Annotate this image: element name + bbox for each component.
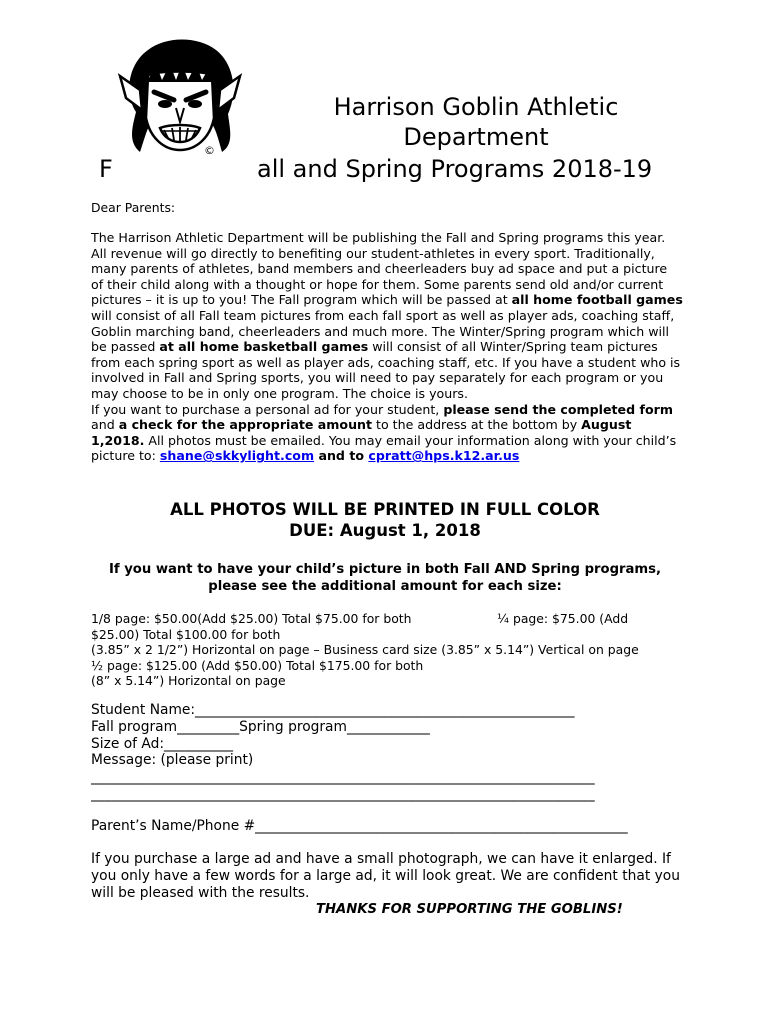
paragraph-2-text: If you want to purchase a personal ad for your student,: [91, 401, 444, 417]
deadline-emphasis: August 1,2018.: [91, 417, 632, 448]
and-to-text: and to: [314, 448, 369, 464]
additional-amount-line-2: please see the additional amount for each size:: [208, 578, 562, 594]
football-games-emphasis: all home football games: [511, 292, 683, 308]
title-line-3: all and Spring Programs 2018-19: [257, 155, 653, 183]
full-color-notice: ALL PHOTOS WILL BE PRINTED IN FULL COLOR: [170, 500, 600, 519]
paragraph-2-text-3: All photos must be emailed. You may email your information along with your child’s picture to:: [91, 432, 677, 464]
title-line-1: Harrison Goblin Athletic: [333, 93, 619, 121]
program-selection-field[interactable]: Fall program_________Spring program____________: [91, 718, 430, 735]
message-label: Message: (please print): [91, 752, 254, 769]
paragraph-1-text-3: will consist of all Winter/Spring team pictures from each spring sport as well as player ads, coaching staff, etc. If you have a student who is involved in Fall and Spring sports, you will need to pay separately for each program or you may choose to be in only one program. The choice is yours.: [91, 339, 681, 401]
email-link-shane[interactable]: shane@skkylight.com: [159, 448, 315, 464]
send-form-emphasis: please send the completed form: [443, 401, 673, 417]
price-dimensions: (3.85” x 2 1/2”) Horizontal on page – Business card size (3.85” x 5.14”) Vertical on page: [91, 642, 639, 658]
title-initial: F: [99, 155, 113, 183]
copyright-mark: ©: [204, 144, 215, 157]
paragraph-2-text-2: to the address at the bottom by: [372, 417, 582, 433]
paragraph-2-and: and: [91, 417, 119, 433]
salutation: Dear Parents:: [91, 200, 176, 215]
due-date-notice: DUE: August 1, 2018: [289, 521, 481, 540]
goblin-face-icon: [118, 34, 242, 162]
notice-heading: [0, 499, 770, 541]
paragraph-1-text-2: will consist of all Fall team pictures from each fall sport as well as player ads, coaching staff, Goblin marching band, cheerleaders and much more. The Winter/Spring program which will be passed: [91, 307, 675, 355]
email-link-cpratt[interactable]: cpratt@hps.k12.ar.us: [368, 448, 520, 464]
price-quarter-total: $25.00) Total $100.00 for both: [91, 626, 281, 642]
title-line-2: Department: [403, 123, 549, 151]
order-form: [91, 702, 683, 803]
parent-phone-field[interactable]: Parent’s Name/Phone #______________________________________________________: [91, 818, 628, 834]
goblin-logo: [118, 34, 242, 162]
closing-paragraph: If you purchase a large ad and have a small photograph, we can have it enlarged. If you only have a few words for a large ad, it will look great. We are confident that you will be pleased with the results.: [91, 851, 680, 901]
thanks-message: THANKS FOR SUPPORTING THE GOBLINS!: [316, 902, 623, 917]
basketball-games-emphasis: at all home basketball games: [159, 339, 369, 355]
message-line-1[interactable]: _________________________________________________________________________: [91, 769, 595, 786]
price-eighth-page: 1/8 page: $50.00(Add $25.00) Total $75.00 for both: [91, 611, 412, 626]
paragraph-1-text: The Harrison Athletic Department will be publishing the Fall and Spring programs this year. All revenue will go directly to benefiting our student-athletes in every sport. Traditionally, many parents of athletes, band members and cheerleaders buy ad space and put a picture of their child along with a thought or hope for them. Some parents send old and/or current pictures – it is up to you! The Fall program which will be passed at: [91, 230, 668, 308]
additional-amount-line-1: If you want to have your child’s picture in both Fall AND Spring programs,: [108, 562, 662, 577]
page-title: [256, 92, 696, 152]
additional-amount-note: [0, 562, 770, 595]
price-half-page: ½ page: $125.00 (Add $50.00) Total $175.00 for both: [91, 657, 424, 673]
student-name-field[interactable]: Student Name:_______________________________________________________: [91, 702, 575, 718]
check-emphasis: a check for the appropriate amount: [118, 417, 373, 433]
letter-body: [91, 230, 683, 464]
message-line-2[interactable]: _________________________________________________________________________: [91, 785, 595, 802]
ad-size-field[interactable]: Size of Ad:__________: [91, 735, 233, 752]
price-half-page-dimensions: (8” x 5.14”) Horizontal on page: [91, 673, 286, 689]
price-quarter-page: ¼ page: $75.00 (Add: [497, 611, 629, 626]
pricing-block: [91, 611, 691, 689]
